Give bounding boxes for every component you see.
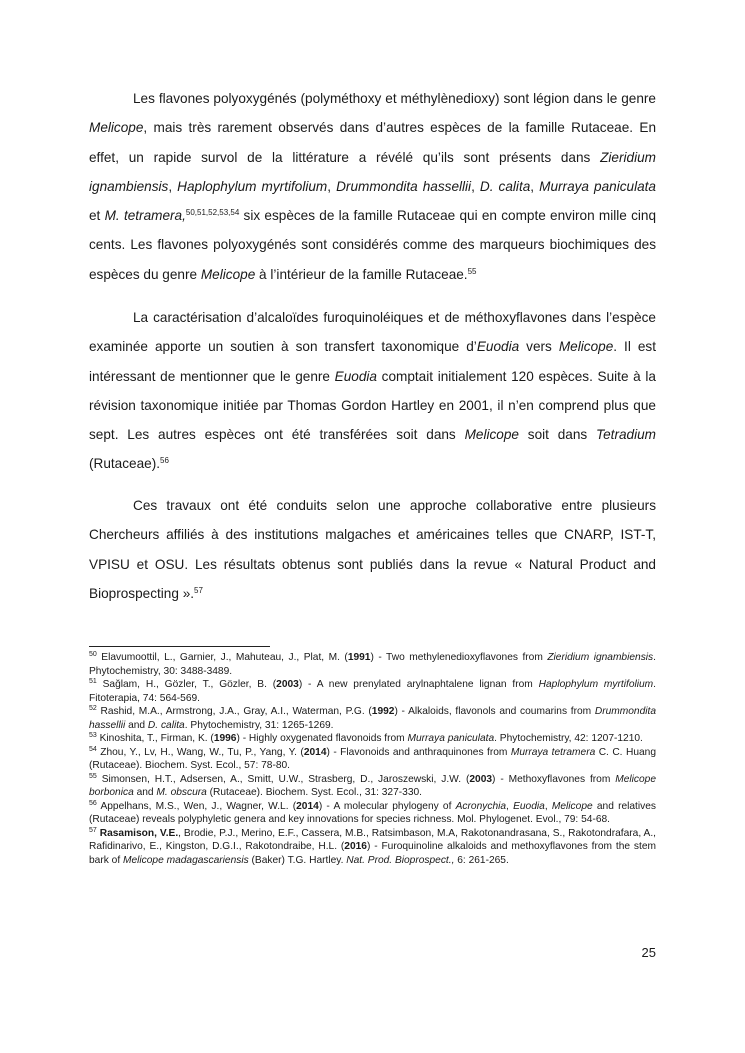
italic-text: Euodia	[334, 368, 377, 384]
italic-text: Drummondita hassellii	[89, 706, 656, 731]
text-run: , mais très rarement observés dans d’autres espèces de la famille Rutaceae. En effet, un rapide survol de la littérature a révélé qu’ils sont présents dans	[89, 120, 656, 165]
footnote-reference: 57	[194, 585, 203, 595]
text-run: ) - Methoxyflavones from	[492, 773, 616, 785]
footnotes	[89, 651, 656, 867]
paragraph-collaboration	[89, 491, 656, 608]
italic-text: Zieridium ignambiensis	[547, 652, 654, 663]
text-run: ,	[530, 178, 540, 194]
italic-text: Melicope	[89, 120, 144, 136]
text-run: La caractérisation d’alcaloïdes furoquinoléiques et de méthoxyflavones dans l’espèce examinée apporte un soutien à son transfert taxonomique d’	[89, 310, 656, 355]
text-run: . Phytochemistry, 42: 1207-1210.	[494, 733, 643, 744]
text-run: and	[125, 719, 148, 731]
text-run: (Rutaceae).	[89, 456, 161, 472]
text-run: ) - A molecular phylogeny of	[318, 800, 456, 812]
italic-text: Tetradium	[596, 427, 656, 443]
text-run: Ces travaux ont été conduits selon une approche collaborative entre plusieurs Chercheurs affiliés à des institutions malgaches et américaines telles que CNARP, IST-T, VPISU et OSU. Les résultats obtenus sont publiés dans la revue « Natural Product and Bioprospecting ».	[89, 498, 656, 601]
italic-text: Murraya tetramera	[510, 746, 596, 758]
italic-text: Acronychia	[455, 800, 507, 812]
text-run: 6: 261-265.	[454, 854, 509, 866]
footnote-number: 55	[89, 772, 97, 780]
text-run: . Phytochemistry, 31: 1265-1269.	[184, 719, 334, 731]
text-run: Kinoshita, T., Firman, K. (	[96, 733, 214, 744]
bold-text: 1996	[213, 733, 237, 744]
footnote	[89, 732, 656, 746]
italic-text: M. tetramera,	[104, 208, 186, 224]
text-run: ) - Flavonoids and anthraquinones from	[326, 746, 511, 758]
italic-text: D. calita	[147, 719, 185, 731]
text-run: ,	[327, 178, 337, 194]
footnote	[89, 705, 656, 732]
text-run: vers	[519, 339, 559, 355]
paragraph-characterisation	[89, 303, 656, 479]
footnote-number: 56	[89, 799, 97, 807]
text-run: . Fitoterapia, 74: 564-569.	[89, 679, 657, 704]
footnote-number: 51	[89, 678, 97, 685]
text-run: and	[133, 787, 157, 798]
italic-text: Euodia	[513, 800, 545, 812]
italic-text: M. obscura	[156, 787, 207, 798]
text-run: Simonsen, H.T., Adsersen, A., Smitt, U.W., Strasberg, D., Jaroszewski, J.W. (	[96, 773, 470, 785]
text-run: . Phytochemistry, 30: 3488-3489.	[89, 652, 656, 677]
text-run: et	[89, 208, 105, 224]
footnote	[89, 746, 656, 773]
footnote-reference: 50,51,52,53,54	[185, 208, 240, 218]
italic-text: D. calita	[479, 178, 531, 194]
text-run: and relatives (Rutaceae) reveals polyphyletic genera and key innovations for species richness. Mol. Phylogenet. Evol., 79: 54-68.	[89, 800, 657, 825]
text-run: soit dans	[518, 427, 597, 443]
footnote	[89, 678, 656, 705]
italic-text: Nat. Prod. Bioprospect.,	[346, 854, 455, 866]
italic-text: Haplophylum myrtifolium	[177, 178, 328, 194]
footnote-number: 50	[89, 651, 97, 658]
text-run: C. C. Huang (Rutaceae). Biochem. Syst. Ecol., 57: 78-80.	[89, 746, 656, 771]
text-run: Rashid, M.A., Armstrong, J.A., Gray, A.I., Waterman, P.G. (	[96, 706, 372, 717]
footnote	[89, 651, 656, 678]
italic-text: Melicope	[200, 266, 256, 282]
bold-text: 1991	[347, 652, 371, 663]
bold-text: 2003	[276, 679, 299, 690]
text-run: Zhou, Y., Lv, H., Wang, W., Tu, P., Yang, Y. (	[96, 746, 304, 758]
text-run: ,	[168, 178, 178, 194]
bold-text: 2003	[469, 773, 493, 785]
text-run: (Rutaceae). Biochem. Syst. Ecol., 31: 327-330.	[206, 787, 422, 798]
footnote-number: 52	[89, 705, 97, 712]
bold-text: 2014	[296, 800, 319, 812]
footnote-separator	[89, 646, 270, 647]
text-run: à l’intérieur de la famille Rutaceae.	[255, 266, 468, 282]
text-run: comptait initialement 120 espèces. Suite à la révision taxonomique initiée par Thomas Gordon Hartley en 2001, il n’en comprend plus que sept. Les autres espèces ont été transférées soit dans	[89, 368, 656, 443]
text-run: ,	[471, 178, 480, 194]
text-run: , Brodie, P.J., Merino, E.F., Cassera, M.B., Ratsimbason, M.A, Rakotonandrasana, S., Rakotondrafara, A., Rafidinarivo, E., Kingston, D.G.I., Rakotondraibe, H.L. (	[89, 827, 656, 852]
footnote-number: 53	[89, 732, 97, 739]
paragraph-flavones	[89, 84, 656, 289]
footnote	[89, 827, 656, 868]
text-run: ) - Two methylenedioxyflavones from	[370, 652, 548, 663]
bold-text: 2016	[344, 841, 367, 852]
italic-text: Melicope	[558, 339, 614, 355]
text-run: Sağlam, H., Gözler, T., Gözler, B. (	[96, 679, 277, 690]
italic-text: Melicope borbonica	[89, 773, 656, 798]
text-run: six espèces de la famille Rutaceae qui en compte environ mille cinq cents. Les flavones polyoxygénés sont considérés comme des marqueurs biochimiques des espèces du genre	[89, 208, 657, 282]
bold-text: Rasamison, V.E.	[99, 827, 179, 839]
text-run: ,	[544, 800, 552, 812]
italic-text: Euodia	[476, 339, 520, 355]
text-run: ) - Highly oxygenated flavonoids from	[236, 733, 408, 744]
text-run: Elavumoottil, L., Garnier, J., Mahuteau, J., Plat, M. (	[96, 652, 348, 663]
italic-text: Haplophylum myrtifolium	[538, 679, 654, 690]
footnote	[89, 800, 656, 827]
bold-text: 1992	[371, 706, 395, 717]
text-run: ,	[506, 800, 514, 812]
text-run: ) - Alkaloids, flavonols and coumarins from	[394, 706, 595, 717]
text-run: Les flavones polyoxygénés (polyméthoxy et méthylènedioxy) sont légion dans le genre	[133, 91, 656, 106]
italic-text: Drummondita hassellii	[336, 178, 472, 194]
italic-text: Murraya paniculata	[407, 733, 495, 744]
italic-text: Melicope	[464, 427, 519, 443]
page-number: 25	[641, 945, 656, 960]
footnote-number: 57	[89, 826, 97, 834]
footnote-reference: 56	[160, 456, 169, 466]
text-run: (Baker) T.G. Hartley.	[248, 854, 347, 866]
footnote-number: 54	[89, 745, 97, 753]
bold-text: 2014	[303, 746, 327, 758]
text-run: ) - Furoquinoline alkaloids and methoxyflavones from the stem bark of	[89, 841, 656, 866]
italic-text: Murraya paniculata	[539, 178, 656, 194]
footnote	[89, 773, 656, 800]
text-run: . Il est intéressant de mentionner que le genre	[89, 339, 656, 384]
italic-text: Melicope	[551, 800, 593, 812]
text-run: ) - A new prenylated arylnaphtalene lignan from	[298, 679, 539, 690]
italic-text: Zieridium ignambiensis	[89, 149, 656, 194]
footnote-reference: 55	[467, 266, 477, 276]
italic-text: Melicope madagascariensis	[122, 854, 249, 866]
text-run: Appelhans, M.S., Wen, J., Wagner, W.L. (	[96, 800, 297, 812]
